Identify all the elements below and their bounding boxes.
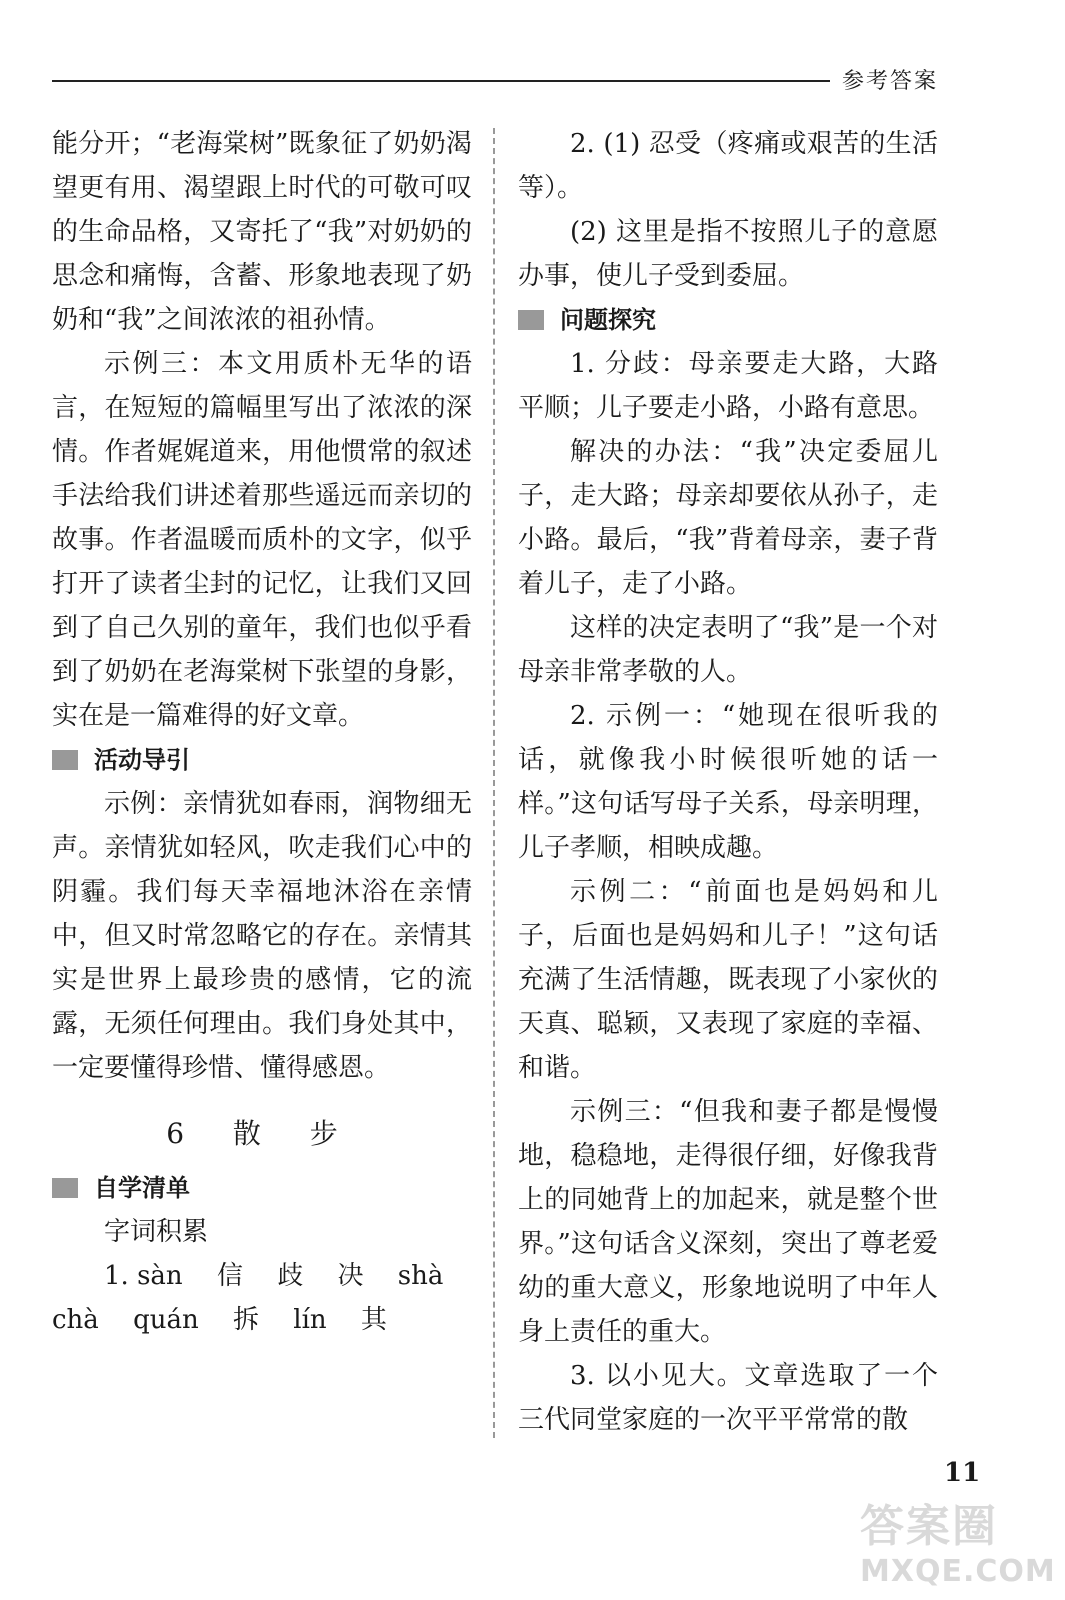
right-paragraph-7: 3. 以小见大。文章选取了一个三代同堂家庭的一次平平常常的散 bbox=[518, 1361, 938, 1435]
pinyin-item: 信 bbox=[216, 1261, 243, 1291]
pinyin-item: chà bbox=[52, 1305, 99, 1335]
section-heading-activity bbox=[52, 738, 472, 782]
pinyin-item: 1. sàn bbox=[104, 1261, 183, 1291]
watermark-logo: 答案圈 bbox=[860, 1501, 998, 1552]
running-header: 参考答案 bbox=[842, 69, 939, 94]
left-paragraph-3: 示例：亲情犹如春雨，润物细无声。亲情犹如轻风，吹走我们心中的阴霾。我们每天幸福地沐浴在亲情中，但又时常忽略它的存在。亲情其实是世界上最珍贵的感情，它的流露，无须任何理由。我们身处其中，一定要懂得珍惜、懂得感恩。 bbox=[52, 789, 472, 1083]
right-column bbox=[518, 122, 938, 1442]
section-heading-inquiry bbox=[518, 298, 938, 342]
chapter-title: 6 散 步 bbox=[166, 1117, 358, 1150]
right-paragraph-3: 这样的决定表明了“我”是一个对母亲非常孝敬的人。 bbox=[518, 613, 938, 687]
pinyin-item: 其 bbox=[360, 1305, 387, 1335]
section-heading-text: 问题探究 bbox=[560, 306, 656, 334]
answer-2-2: (2) 这里是指不按照儿子的意愿办事，使儿子受到委屈。 bbox=[518, 217, 938, 291]
pinyin-item: shà bbox=[397, 1261, 444, 1291]
left-paragraph-2: 示例三：本文用质朴无华的语言，在短短的篇幅里写出了浓浓的深情。作者娓娓道来，用他惯常的叙述手法给我们讲述着那些遥远而亲切的故事。作者温暖而质朴的文字，似乎打开了读者尘封的记忆，让我们又回到了自己久别的童年，我们也似乎看到了奶奶在老海棠树下张望的身影，实在是一篇难得的好文章。 bbox=[52, 349, 472, 731]
watermark-url: MXQE.COM bbox=[860, 1554, 1056, 1589]
pinyin-line-2 bbox=[52, 1298, 472, 1342]
section-square-icon bbox=[52, 1178, 78, 1198]
pinyin-item: quán bbox=[133, 1305, 199, 1335]
page-number: 11 bbox=[944, 1458, 981, 1488]
column-divider bbox=[493, 128, 495, 1438]
section-heading-text: 自学清单 bbox=[94, 1174, 190, 1202]
right-paragraph-5: 示例二：“前面也是妈妈和儿子，后面也是妈妈和儿子！”这句话充满了生活情趣，既表现了小家伙的天真、聪颖，又表现了家庭的幸福、和谐。 bbox=[518, 877, 938, 1083]
pinyin-item: 决 bbox=[337, 1261, 364, 1291]
pinyin-item: lín bbox=[293, 1305, 327, 1335]
left-column bbox=[52, 122, 472, 1342]
section-heading-selfstudy bbox=[52, 1166, 472, 1210]
pinyin-item: 歧 bbox=[277, 1261, 304, 1291]
subheading-vocabulary: 字词积累 bbox=[104, 1217, 209, 1247]
left-paragraph-1: 能分开；“老海棠树”既象征了奶奶渴望更有用、渴望跟上时代的可敬可叹的生命品格，又寄托了“我”对奶奶的思念和痛悔，含蓄、形象地表现了奶奶和“我”之间浓浓的祖孙情。 bbox=[52, 129, 472, 335]
pinyin-line-1 bbox=[52, 1254, 472, 1298]
header-rule bbox=[52, 80, 830, 82]
watermark bbox=[860, 1490, 1060, 1600]
answer-2-1: 2. (1) 忍受（疼痛或艰苦的生活等）。 bbox=[518, 129, 938, 203]
right-paragraph-6: 示例三：“但我和妻子都是慢慢地，稳稳地，走得很仔细，好像我背上的同她背上的加起来，就是整个世界。”这句话含义深刻，突出了尊老爱幼的重大意义，形象地说明了中年人身上责任的重大。 bbox=[518, 1097, 938, 1347]
section-square-icon bbox=[52, 750, 78, 770]
right-paragraph-4: 2. 示例一：“她现在很听我的话，就像我小时候很听她的话一样。”这句话写母子关系，母亲明理，儿子孝顺，相映成趣。 bbox=[518, 701, 938, 863]
pinyin-item: 拆 bbox=[232, 1305, 259, 1335]
section-heading-text: 活动导引 bbox=[94, 746, 190, 774]
right-paragraph-1: 1. 分歧：母亲要走大路，大路平顺；儿子要走小路，小路有意思。 bbox=[518, 349, 938, 423]
section-square-icon bbox=[518, 310, 544, 330]
right-paragraph-2: 解决的办法：“我”决定委屈儿子，走大路；母亲却要依从孙子，走小路。最后，“我”背着母亲，妻子背着儿子，走了小路。 bbox=[518, 437, 938, 599]
